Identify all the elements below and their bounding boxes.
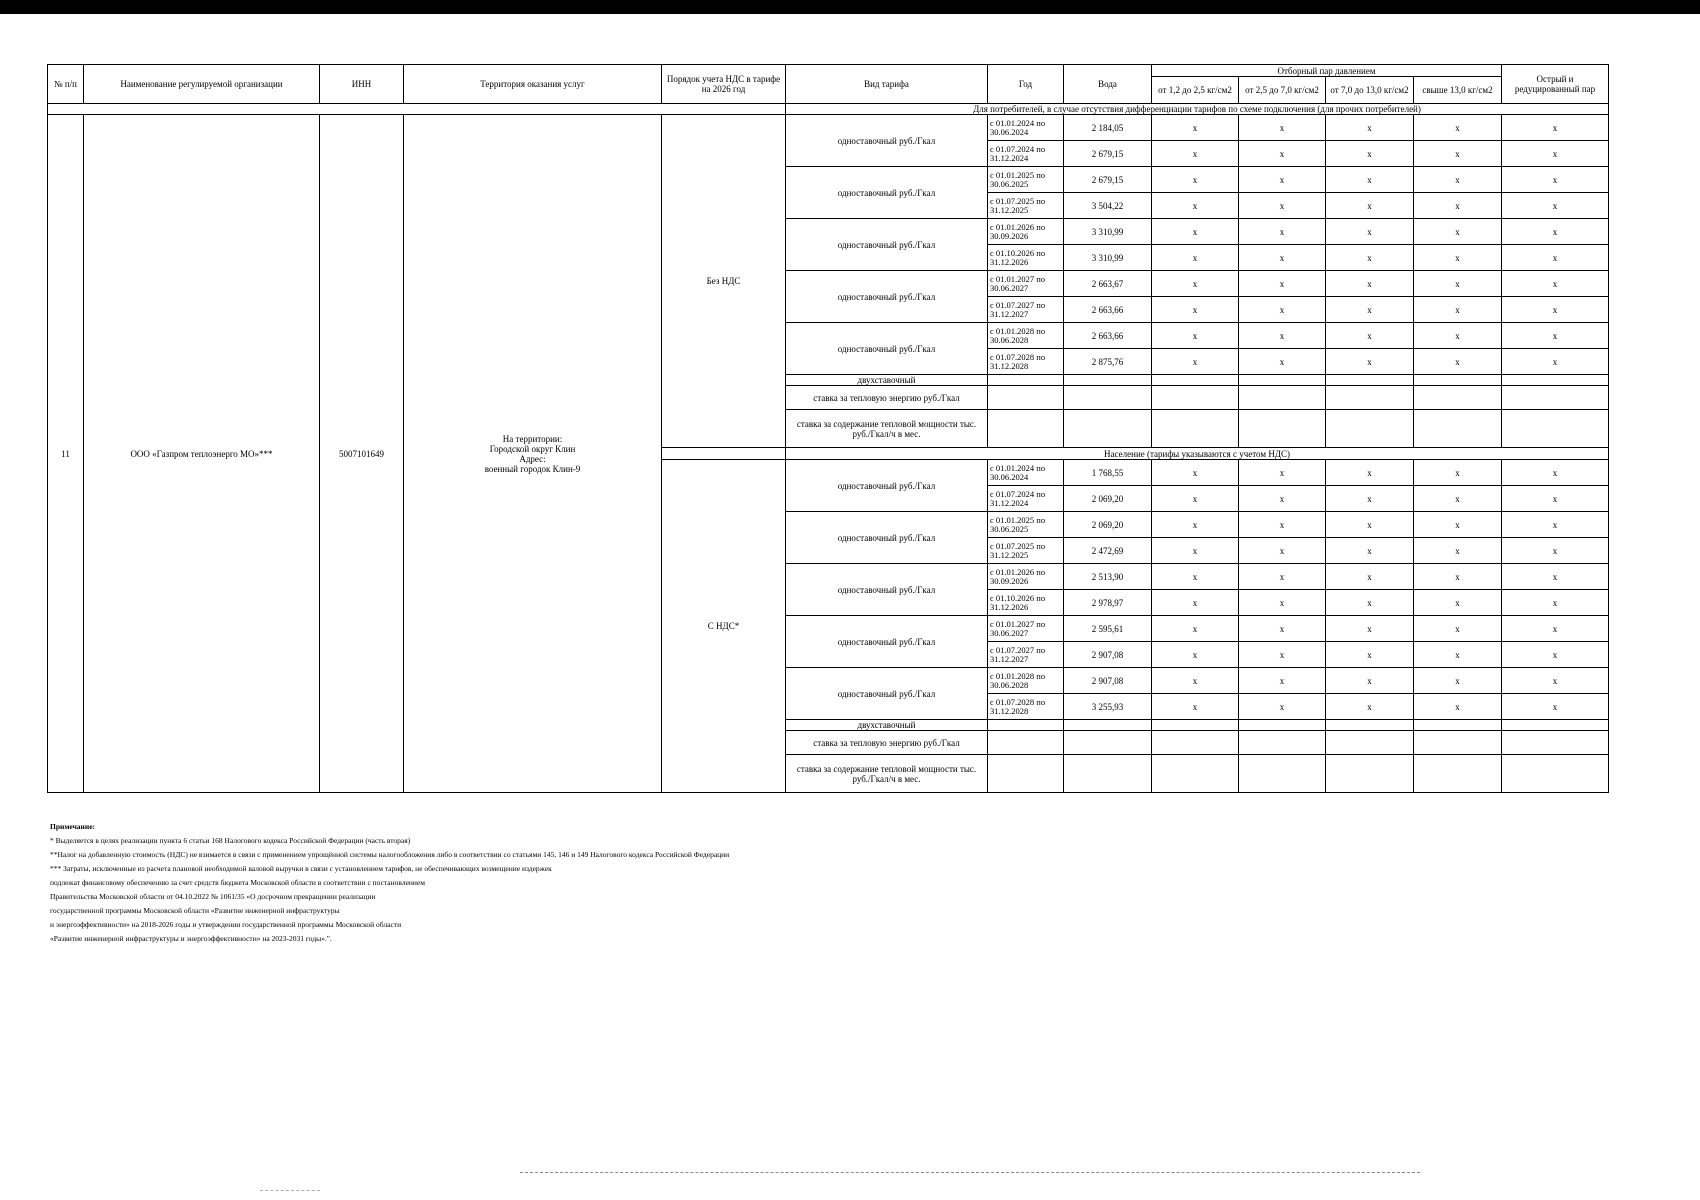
steam-group-header: Отборный пар давлением (1152, 65, 1502, 77)
two-part-label: двухставочный (786, 720, 988, 731)
steam-x-cell: x (1326, 512, 1414, 538)
col-vat-order-header: Порядок учета НДС в тарифе на 2026 год (662, 65, 786, 104)
steam-x-cell: x (1152, 219, 1239, 245)
steam-x-cell: x (1502, 167, 1609, 193)
water-value: 3 504,22 (1064, 193, 1152, 219)
steam-x-cell: x (1414, 323, 1502, 349)
steam-x-cell: x (1414, 297, 1502, 323)
water-value: 2 184,05 (1064, 115, 1152, 141)
steam-x-cell: x (1239, 297, 1326, 323)
period-cell: с 01.10.2026 по 31.12.2026 (988, 245, 1064, 271)
territory-line: военный городок Клин-9 (484, 463, 581, 474)
col-steam-4-header: свыше 13,0 кг/см2 (1414, 77, 1502, 104)
col-num-header: № п/п (48, 65, 84, 104)
period-cell: с 01.01.2024 по 30.06.2024 (988, 115, 1064, 141)
period-cell: с 01.01.2028 по 30.06.2028 (988, 668, 1064, 694)
steam-x-cell: x (1414, 538, 1502, 564)
energy-rate-label: ставка за тепловую энергию руб./Гкал (786, 731, 988, 755)
steam-x-cell: x (1502, 460, 1609, 486)
steam-x-cell: x (1326, 694, 1414, 720)
period-cell: с 01.07.2024 по 31.12.2024 (988, 141, 1064, 167)
tariff-type-cell: одноставочный руб./Гкал (786, 512, 988, 564)
water-value: 2 907,08 (1064, 642, 1152, 668)
steam-x-cell: x (1239, 486, 1326, 512)
empty-cell (1152, 375, 1239, 386)
notes-block (50, 820, 1050, 946)
water-value: 2 663,66 (1064, 323, 1152, 349)
col-steam-2-header: от 2,5 до 7,0 кг/см2 (1239, 77, 1326, 104)
territory-cell (404, 115, 662, 793)
section1-title: Для потребителей, в случае отсутствия дифференциации тарифов по схеме подключения (для прочих потребителей) (786, 104, 1609, 115)
steam-x-cell: x (1239, 460, 1326, 486)
steam-x-cell: x (1326, 219, 1414, 245)
steam-x-cell: x (1152, 297, 1239, 323)
water-value: 3 310,99 (1064, 245, 1152, 271)
empty-cell (1064, 720, 1152, 731)
steam-x-cell: x (1414, 167, 1502, 193)
empty-cell (1326, 375, 1414, 386)
empty-cell (1239, 375, 1326, 386)
steam-x-cell: x (1326, 616, 1414, 642)
steam-x-cell: x (1239, 323, 1326, 349)
empty-cell (988, 731, 1064, 755)
steam-x-cell: x (1326, 115, 1414, 141)
steam-x-cell: x (1326, 590, 1414, 616)
empty-cell (1502, 386, 1609, 410)
tariff-type-cell: одноставочный руб./Гкал (786, 271, 988, 323)
period-cell: с 01.07.2025 по 31.12.2025 (988, 193, 1064, 219)
steam-x-cell: x (1326, 245, 1414, 271)
steam-x-cell: x (1152, 167, 1239, 193)
steam-x-cell: x (1414, 642, 1502, 668)
empty-cell (1064, 375, 1152, 386)
steam-x-cell: x (1152, 616, 1239, 642)
steam-x-cell: x (1326, 349, 1414, 375)
steam-x-cell: x (1414, 694, 1502, 720)
water-value: 2 472,69 (1064, 538, 1152, 564)
water-value: 3 310,99 (1064, 219, 1152, 245)
steam-x-cell: x (1502, 486, 1609, 512)
steam-x-cell: x (1239, 219, 1326, 245)
col-year-header: Год (988, 65, 1064, 104)
section2-title: Население (тарифы указываются с учетом НДС) (786, 448, 1609, 460)
empty-cell (988, 720, 1064, 731)
col-territory-header: Территория оказания услуг (404, 65, 662, 104)
empty-cell (1239, 386, 1326, 410)
steam-x-cell: x (1414, 193, 1502, 219)
water-value: 2 663,66 (1064, 297, 1152, 323)
water-value: 1 768,55 (1064, 460, 1152, 486)
steam-x-cell: x (1152, 349, 1239, 375)
section1-spacer (48, 104, 786, 115)
tariff-table (47, 64, 1609, 793)
steam-x-cell: x (1152, 141, 1239, 167)
empty-cell (988, 755, 1064, 793)
steam-x-cell: x (1152, 538, 1239, 564)
steam-x-cell: x (1326, 564, 1414, 590)
note-1: * Выделяется в целях реализации пункта 6 статьи 168 Налогового кодекса Российской Федерации (часть вторая) (50, 836, 411, 845)
steam-x-cell: x (1326, 460, 1414, 486)
scan-artifact-line (520, 1172, 1420, 1174)
steam-x-cell: x (1414, 271, 1502, 297)
row-num: 11 (48, 115, 84, 793)
steam-x-cell: x (1414, 590, 1502, 616)
period-cell: с 01.01.2026 по 30.09.2026 (988, 219, 1064, 245)
steam-x-cell: x (1502, 245, 1609, 271)
steam-x-cell: x (1152, 668, 1239, 694)
inn-value: 5007101649 (320, 115, 404, 793)
steam-x-cell: x (1152, 193, 1239, 219)
empty-cell (1239, 410, 1326, 448)
steam-x-cell: x (1152, 245, 1239, 271)
water-value: 2 679,15 (1064, 167, 1152, 193)
water-value: 2 907,08 (1064, 668, 1152, 694)
steam-x-cell: x (1326, 271, 1414, 297)
empty-cell (1326, 720, 1414, 731)
steam-x-cell: x (1152, 115, 1239, 141)
col-inn-header: ИНН (320, 65, 404, 104)
steam-x-cell: x (1502, 564, 1609, 590)
two-part-label: двухставочный (786, 375, 988, 386)
tariff-type-cell: одноставочный руб./Гкал (786, 564, 988, 616)
empty-cell (1326, 410, 1414, 448)
steam-x-cell: x (1152, 694, 1239, 720)
empty-cell (1414, 410, 1502, 448)
period-cell: с 01.07.2027 по 31.12.2027 (988, 297, 1064, 323)
period-cell: с 01.07.2027 по 31.12.2027 (988, 642, 1064, 668)
steam-x-cell: x (1414, 219, 1502, 245)
steam-x-cell: x (1502, 590, 1609, 616)
empty-cell (988, 386, 1064, 410)
steam-x-cell: x (1239, 616, 1326, 642)
energy-rate-label: ставка за тепловую энергию руб./Гкал (786, 386, 988, 410)
vat-spacer (662, 448, 786, 460)
water-value: 3 255,93 (1064, 694, 1152, 720)
steam-x-cell: x (1414, 616, 1502, 642)
empty-cell (1152, 386, 1239, 410)
tariff-type-cell: одноставочный руб./Гкал (786, 668, 988, 720)
steam-x-cell: x (1502, 141, 1609, 167)
tariff-type-cell: одноставочный руб./Гкал (786, 167, 988, 219)
steam-x-cell: x (1239, 141, 1326, 167)
empty-cell (1064, 755, 1152, 793)
steam-x-cell: x (1239, 564, 1326, 590)
steam-x-cell: x (1239, 668, 1326, 694)
notes-heading: Примечание: (50, 822, 96, 831)
empty-cell (988, 410, 1064, 448)
period-cell: с 01.01.2027 по 30.06.2027 (988, 616, 1064, 642)
steam-x-cell: x (1152, 590, 1239, 616)
territory-line: На территории: (502, 433, 563, 444)
note-7: и энергоэффективности» на 2018-2026 годы и утверждении государственной программы Московской области (50, 920, 402, 929)
table-row (48, 115, 1609, 141)
steam-x-cell: x (1239, 538, 1326, 564)
empty-cell (1064, 386, 1152, 410)
steam-x-cell: x (1239, 349, 1326, 375)
empty-cell (1239, 731, 1326, 755)
steam-x-cell: x (1152, 323, 1239, 349)
empty-cell (1326, 386, 1414, 410)
vat-order-cell: С НДС* (662, 460, 786, 793)
empty-cell (1152, 410, 1239, 448)
col-steam-3-header: от 7,0 до 13,0 кг/см2 (1326, 77, 1414, 104)
steam-x-cell: x (1502, 616, 1609, 642)
capacity-rate-label: ставка за содержание тепловой мощности тыс. руб./Гкал/ч в мес. (786, 410, 988, 448)
empty-cell (1502, 731, 1609, 755)
steam-x-cell: x (1414, 512, 1502, 538)
steam-x-cell: x (1326, 193, 1414, 219)
steam-x-cell: x (1239, 271, 1326, 297)
capacity-rate-label: ставка за содержание тепловой мощности тыс. руб./Гкал/ч в мес. (786, 755, 988, 793)
steam-x-cell: x (1502, 512, 1609, 538)
steam-x-cell: x (1239, 115, 1326, 141)
water-value: 2 069,20 (1064, 512, 1152, 538)
empty-cell (1152, 755, 1239, 793)
steam-x-cell: x (1326, 486, 1414, 512)
empty-cell (1414, 755, 1502, 793)
steam-x-cell: x (1152, 512, 1239, 538)
steam-x-cell: x (1152, 564, 1239, 590)
steam-x-cell: x (1414, 486, 1502, 512)
empty-cell (1414, 375, 1502, 386)
tariff-type-cell: одноставочный руб./Гкал (786, 460, 988, 512)
col-water-header: Вода (1064, 65, 1152, 104)
scan-artifact-line-small (260, 1190, 320, 1192)
note-3: *** Затраты, исключенные из расчета плановой необходимой валовой выручки в связи с установлением тарифов, не обеспечивающих возмещение издержек (50, 864, 552, 873)
empty-cell (1502, 720, 1609, 731)
empty-cell (1502, 375, 1609, 386)
empty-cell (1414, 720, 1502, 731)
steam-x-cell: x (1502, 349, 1609, 375)
empty-cell (988, 375, 1064, 386)
steam-x-cell: x (1239, 167, 1326, 193)
steam-x-cell: x (1152, 271, 1239, 297)
empty-cell (1064, 410, 1152, 448)
empty-cell (1326, 731, 1414, 755)
water-value: 2 679,15 (1064, 141, 1152, 167)
empty-cell (1502, 755, 1609, 793)
steam-x-cell: x (1326, 141, 1414, 167)
empty-cell (1239, 720, 1326, 731)
steam-x-cell: x (1414, 349, 1502, 375)
steam-x-cell: x (1239, 193, 1326, 219)
water-value: 2 513,90 (1064, 564, 1152, 590)
steam-x-cell: x (1152, 486, 1239, 512)
territory-line: Адрес: (519, 453, 546, 464)
steam-x-cell: x (1326, 297, 1414, 323)
period-cell: с 01.01.2025 по 30.06.2025 (988, 512, 1064, 538)
period-cell: с 01.01.2026 по 30.09.2026 (988, 564, 1064, 590)
col-org-header: Наименование регулируемой организации (84, 65, 320, 104)
steam-x-cell: x (1326, 668, 1414, 694)
empty-cell (1239, 755, 1326, 793)
empty-cell (1502, 410, 1609, 448)
steam-x-cell: x (1414, 141, 1502, 167)
steam-x-cell: x (1414, 115, 1502, 141)
note-5: Правительства Московской области от 04.10.2022 № 1061/35 «О досрочном прекращении реализации (50, 892, 376, 901)
steam-x-cell: x (1502, 323, 1609, 349)
vat-order-cell: Без НДС (662, 115, 786, 448)
period-cell: с 01.07.2024 по 31.12.2024 (988, 486, 1064, 512)
water-value: 2 663,67 (1064, 271, 1152, 297)
steam-x-cell: x (1414, 460, 1502, 486)
steam-x-cell: x (1502, 297, 1609, 323)
steam-x-cell: x (1239, 642, 1326, 668)
steam-x-cell: x (1326, 167, 1414, 193)
tariff-type-cell: одноставочный руб./Гкал (786, 616, 988, 668)
col-tariff-type-header: Вид тарифа (786, 65, 988, 104)
steam-x-cell: x (1152, 642, 1239, 668)
steam-x-cell: x (1502, 538, 1609, 564)
water-value: 2 069,20 (1064, 486, 1152, 512)
empty-cell (1326, 755, 1414, 793)
steam-x-cell: x (1502, 668, 1609, 694)
period-cell: с 01.01.2027 по 30.06.2027 (988, 271, 1064, 297)
steam-x-cell: x (1326, 323, 1414, 349)
steam-x-cell: x (1326, 538, 1414, 564)
steam-x-cell: x (1152, 460, 1239, 486)
empty-cell (1414, 386, 1502, 410)
steam-x-cell: x (1502, 219, 1609, 245)
steam-x-cell: x (1414, 245, 1502, 271)
period-cell: с 01.01.2024 по 30.06.2024 (988, 460, 1064, 486)
steam-x-cell: x (1414, 668, 1502, 694)
period-cell: с 01.10.2026 по 31.12.2026 (988, 590, 1064, 616)
steam-x-cell: x (1502, 642, 1609, 668)
steam-x-cell: x (1239, 245, 1326, 271)
tariff-type-cell: одноставочный руб./Гкал (786, 323, 988, 375)
water-value: 2 978,97 (1064, 590, 1152, 616)
empty-cell (1414, 731, 1502, 755)
steam-x-cell: x (1239, 694, 1326, 720)
period-cell: с 01.07.2025 по 31.12.2025 (988, 538, 1064, 564)
water-value: 2 875,76 (1064, 349, 1152, 375)
tariff-type-cell: одноставочный руб./Гкал (786, 115, 988, 167)
steam-x-cell: x (1502, 271, 1609, 297)
empty-cell (1152, 720, 1239, 731)
period-cell: с 01.07.2028 по 31.12.2028 (988, 694, 1064, 720)
note-4: подлежат финансовому обеспечению за счет средств бюджета Московской области в соответствии с постановлением (50, 878, 426, 887)
empty-cell (1064, 731, 1152, 755)
steam-x-cell: x (1239, 512, 1326, 538)
steam-x-cell: x (1326, 642, 1414, 668)
note-6: государственной программы Московской области «Развитие инженерной инфраструктуры (50, 906, 340, 915)
empty-cell (1152, 731, 1239, 755)
water-value: 2 595,61 (1064, 616, 1152, 642)
scan-top-border (0, 0, 1700, 14)
org-name: ООО «Газпром теплоэнерго МО»*** (84, 115, 320, 793)
note-8: «Развитие инженерной инфраструктуры и энергоэффективности» на 2023-2031 годы».". (50, 934, 332, 943)
steam-x-cell: x (1502, 694, 1609, 720)
period-cell: с 01.01.2025 по 30.06.2025 (988, 167, 1064, 193)
tariff-type-cell: одноставочный руб./Гкал (786, 219, 988, 271)
period-cell: с 01.01.2028 по 30.06.2028 (988, 323, 1064, 349)
steam-x-cell: x (1414, 564, 1502, 590)
note-2: **Налог на добавленную стоимость (НДС) не взимается в связи с применением упрощённой системы налогообложения либо в соответствии со статьями 145, 146 и 149 Налогового кодекса Российской Федерации (50, 850, 730, 859)
col-sharp-steam-header: Острый и редуцированный пар (1502, 65, 1609, 104)
col-steam-1-header: от 1,2 до 2,5 кг/см2 (1152, 77, 1239, 104)
steam-x-cell: x (1502, 115, 1609, 141)
period-cell: с 01.07.2028 по 31.12.2028 (988, 349, 1064, 375)
territory-line: Городской округ Клин (489, 443, 576, 454)
steam-x-cell: x (1239, 590, 1326, 616)
steam-x-cell: x (1502, 193, 1609, 219)
